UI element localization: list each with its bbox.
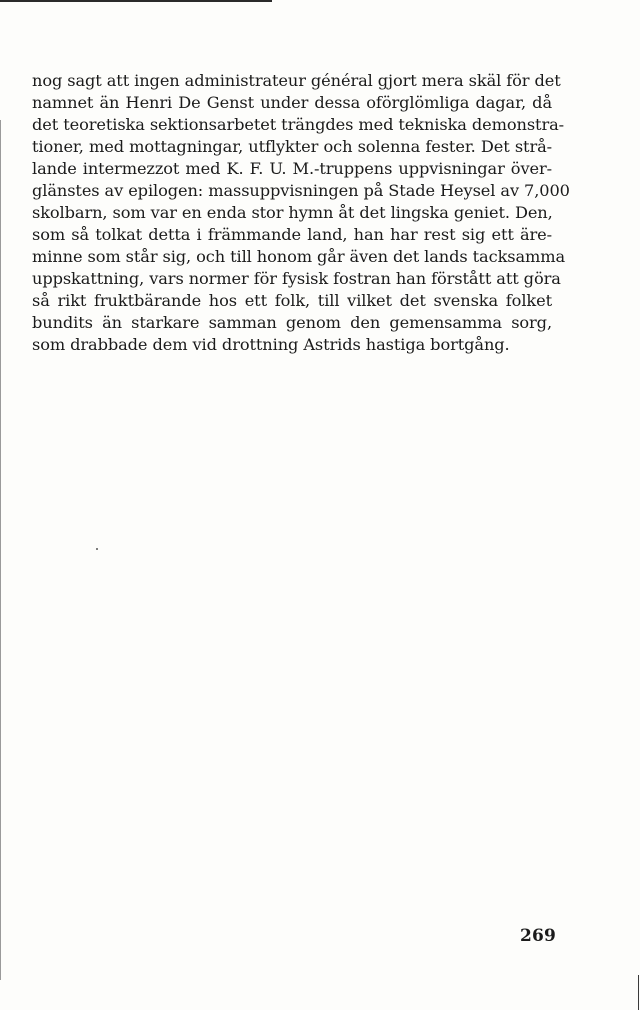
text-line: skolbarn, som var en enda stor hymn åt det lingska geniet. Den, xyxy=(32,203,553,222)
text-line: uppskattning, vars normer för fysisk fostran han förstått att göra xyxy=(32,269,561,288)
page-number: 269 xyxy=(520,926,557,946)
text-line: som drabbade dem vid drottning Astrids hastiga bortgång. xyxy=(32,335,510,354)
text-line: namnet än Henri De Genst under dessa oförglömliga dagar, då xyxy=(32,93,552,112)
text-line: lande intermezzot med K. F. U. M.-truppens uppvisningar över- xyxy=(32,159,552,178)
text-line: nog sagt att ingen administrateur général gjort mera skäl för det xyxy=(32,71,561,90)
body-paragraph xyxy=(32,70,570,356)
text-line: som så tolkat detta i främmande land, han har rest sig ett äre- xyxy=(32,225,552,244)
top-rule xyxy=(0,0,272,2)
text-line: tioner, med mottagningar, utflykter och solenna fester. Det strå- xyxy=(32,137,552,156)
text-line: minne som står sig, och till honom går även det lands tacksamma xyxy=(32,247,566,266)
page-edge-right xyxy=(638,975,639,1010)
text-line: så rikt fruktbärande hos ett folk, till vilket det svenska folket xyxy=(32,291,552,310)
text-line: bundits än starkare samman genom den gemensamma sorg, xyxy=(32,313,552,332)
print-speck xyxy=(96,548,98,550)
text-line: det teoretiska sektionsarbetet trängdes med tekniska demonstra- xyxy=(32,115,565,134)
text-line: glänstes av epilogen: massuppvisningen på Stade Heysel av 7,000 xyxy=(32,181,570,200)
page-edge-left xyxy=(0,120,1,980)
